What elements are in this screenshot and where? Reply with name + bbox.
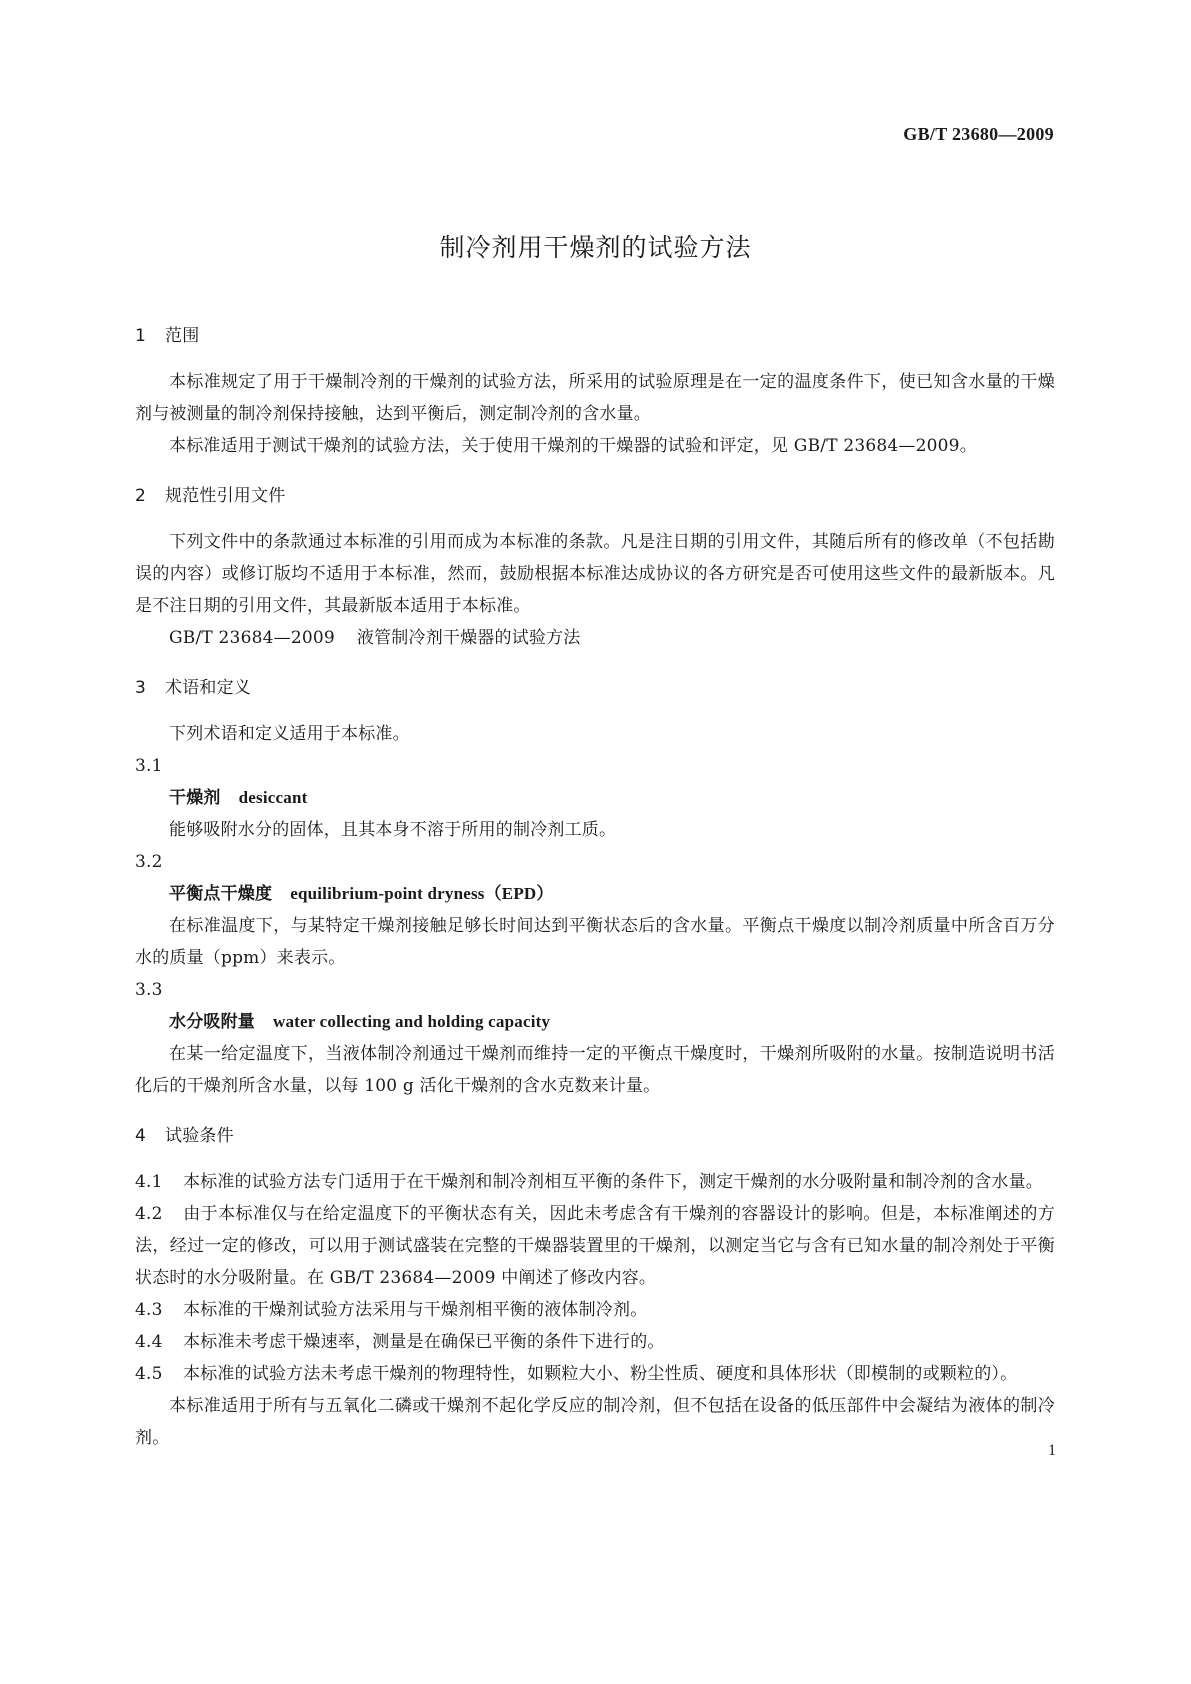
- clause-number: 4.5: [135, 1364, 163, 1384]
- clause-item: [135, 1326, 1055, 1358]
- clause-text: 本标准的试验方法未考虑干燥剂的物理特性，如颗粒大小、粉尘性质、硬度和具体形状（即模制的或颗粒的）。: [183, 1364, 1018, 1384]
- term-en: equilibrium-point dryness（EPD）: [290, 884, 554, 903]
- clause-text: 由于本标准仅与在给定温度下的平衡状态有关，因此未考虑含有干燥剂的容器设计的影响。但是，本标准阐述的方法，经过一定的修改，可以用于测试盛装在完整的干燥器装置里的干燥剂，以测定当它与含有已知水量的制冷剂处于平衡状态时的水分吸附量。在 GB/T 23684—2009 中阐述了修改内容。: [135, 1204, 1055, 1288]
- clause-item: [135, 1358, 1055, 1390]
- page-number: 1: [1048, 1442, 1056, 1459]
- document-body: [135, 320, 1055, 1454]
- clause-item: [135, 1294, 1055, 1326]
- term-en: water collecting and holding capacity: [273, 1012, 551, 1031]
- paragraph: 本标准适用于所有与五氧化二磷或干燥剂不起化学反应的制冷剂，但不包括在设备的低压部件中会凝结为液体的制冷剂。: [135, 1396, 1055, 1448]
- reference-code: GB/T 23684—2009: [169, 628, 335, 648]
- section-title: 试验条件: [165, 1126, 234, 1146]
- clause-number: 3.3: [135, 980, 163, 1000]
- section-number: 2: [135, 486, 147, 506]
- section-number: 3: [135, 678, 147, 698]
- clause-number: 3.2: [135, 852, 163, 872]
- paragraph: 下列文件中的条款通过本标准的引用而成为本标准的条款。凡是注日期的引用文件，其随后所有的修改单（不包括勘误的内容）或修订版均不适用于本标准，然而，鼓励根据本标准达成协议的各方研究是否可使用这些文件的最新版本。凡是不注日期的引用文件，其最新版本适用于本标准。: [135, 532, 1055, 616]
- clause-number: 4.1: [135, 1172, 163, 1192]
- term-heading: [135, 782, 1055, 814]
- term-zh: 平衡点干燥度: [169, 884, 273, 904]
- clause-number: 4.3: [135, 1300, 163, 1320]
- term-zh: 水分吸附量: [169, 1012, 255, 1032]
- section-title: 规范性引用文件: [165, 486, 286, 506]
- clause-text: 本标准的干燥剂试验方法采用与干燥剂相平衡的液体制冷剂。: [183, 1300, 648, 1320]
- clause-number: 4.2: [135, 1204, 163, 1224]
- clause-item: [135, 1166, 1055, 1198]
- section-heading-test-conditions: [135, 1120, 1055, 1152]
- paragraph: 本标准适用于测试干燥剂的试验方法，关于使用干燥剂的干燥器的试验和评定，见 GB/T 23684—2009。: [169, 436, 977, 456]
- standard-code: GB/T 23680—2009: [903, 124, 1054, 144]
- section-title: 范围: [165, 326, 200, 346]
- term-definition: 在标准温度下，与某特定干燥剂接触足够长时间达到平衡状态后的含水量。平衡点干燥度以制冷剂质量中所含百万分水的质量（ppm）来表示。: [135, 916, 1055, 968]
- section-number: 1: [135, 326, 147, 346]
- section-heading-terms: [135, 672, 1055, 704]
- clause-text: 本标准未考虑干燥速率，测量是在确保已平衡的条件下进行的。: [183, 1332, 665, 1352]
- section-title: 术语和定义: [165, 678, 251, 698]
- reference-title: 液管制冷剂干燥器的试验方法: [356, 628, 581, 648]
- clause-text: 本标准的试验方法专门适用于在干燥剂和制冷剂相互平衡的条件下，测定干燥剂的水分吸附量和制冷剂的含水量。: [183, 1172, 1043, 1192]
- clause-number: 4.4: [135, 1332, 163, 1352]
- clause-number: 3.1: [135, 756, 163, 776]
- term-heading: [135, 878, 1055, 910]
- term-zh: 干燥剂: [169, 788, 221, 808]
- term-definition: 在某一给定温度下，当液体制冷剂通过干燥剂而维持一定的平衡点干燥度时，干燥剂所吸附的水量。按制造说明书活化后的干燥剂所含水量，以每 100 g 活化干燥剂的含水克数来计量。: [135, 1044, 1055, 1096]
- section-number: 4: [135, 1126, 147, 1146]
- paragraph: 下列术语和定义适用于本标准。: [169, 724, 410, 744]
- term-en: desiccant: [238, 788, 308, 807]
- term-heading: [135, 1006, 1055, 1038]
- section-heading-scope: [135, 320, 1055, 352]
- reference-item: [135, 622, 1055, 654]
- paragraph: 本标准规定了用于干燥制冷剂的干燥剂的试验方法，所采用的试验原理是在一定的温度条件下，使已知含水量的干燥剂与被测量的制冷剂保持接触，达到平衡后，测定制冷剂的含水量。: [135, 372, 1055, 424]
- clause-item: [135, 1198, 1055, 1294]
- section-heading-normative-references: [135, 480, 1055, 512]
- term-definition: 能够吸附水分的固体，且其本身不溶于所用的制冷剂工质。: [169, 820, 617, 840]
- document-title: 制冷剂用干燥剂的试验方法: [439, 233, 752, 262]
